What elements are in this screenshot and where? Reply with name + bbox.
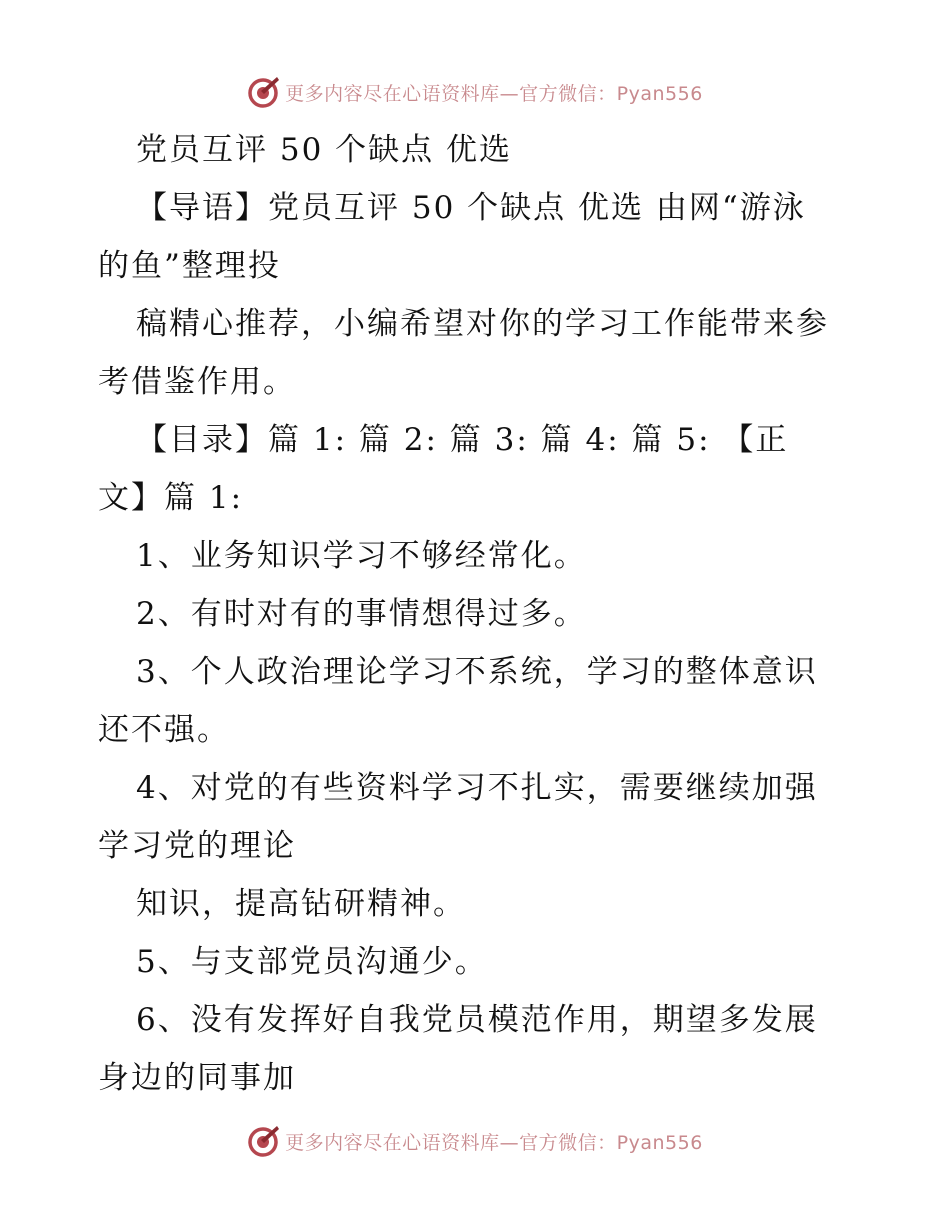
doc-line: 1、业务知识学习不够经常化。: [136, 538, 587, 574]
watermark-text: 更多内容尽在心语资料库—官方微信：Pyan556: [285, 82, 703, 105]
doc-line: 稿精心推荐，小编希望对你的学习工作能带来参: [136, 306, 829, 342]
doc-line: 【导语】党员互评 50 个缺点 优选 由网“游泳: [136, 190, 806, 226]
doc-title: 党员互评 50 个缺点 优选: [136, 132, 513, 168]
watermark-text: 更多内容尽在心语资料库—官方微信：Pyan556: [285, 1131, 703, 1154]
footer-watermark: [0, 1121, 950, 1161]
doc-line: 3、个人政治理论学习不系统，学习的整体意识: [136, 654, 818, 690]
doc-line: 【目录】篇 1: 篇 2: 篇 3: 篇 4: 篇 5: 【正: [136, 422, 789, 458]
doc-line: 2、有时对有的事情想得过多。: [136, 596, 587, 632]
doc-line: 知识，提高钻研精神。: [136, 886, 466, 922]
doc-line: 还不强。: [98, 712, 230, 748]
doc-line: 学习党的理论: [98, 828, 296, 864]
doc-line: 4、对党的有些资料学习不扎实，需要继续加强: [136, 770, 818, 806]
doc-line: 文】篇 1:: [98, 480, 244, 516]
doc-line: 5、与支部党员沟通少。: [136, 944, 488, 980]
document-body: [98, 121, 858, 1107]
logo-emblem-icon: [247, 75, 281, 109]
doc-line: 6、没有发挥好自我党员模范作用，期望多发展: [136, 1002, 818, 1038]
doc-line: 的鱼”整理投: [98, 248, 281, 284]
doc-line: 身边的同事加: [98, 1060, 296, 1096]
doc-line: 考借鉴作用。: [98, 364, 296, 400]
header-watermark: [0, 72, 950, 112]
logo-emblem-icon: [247, 1124, 281, 1158]
